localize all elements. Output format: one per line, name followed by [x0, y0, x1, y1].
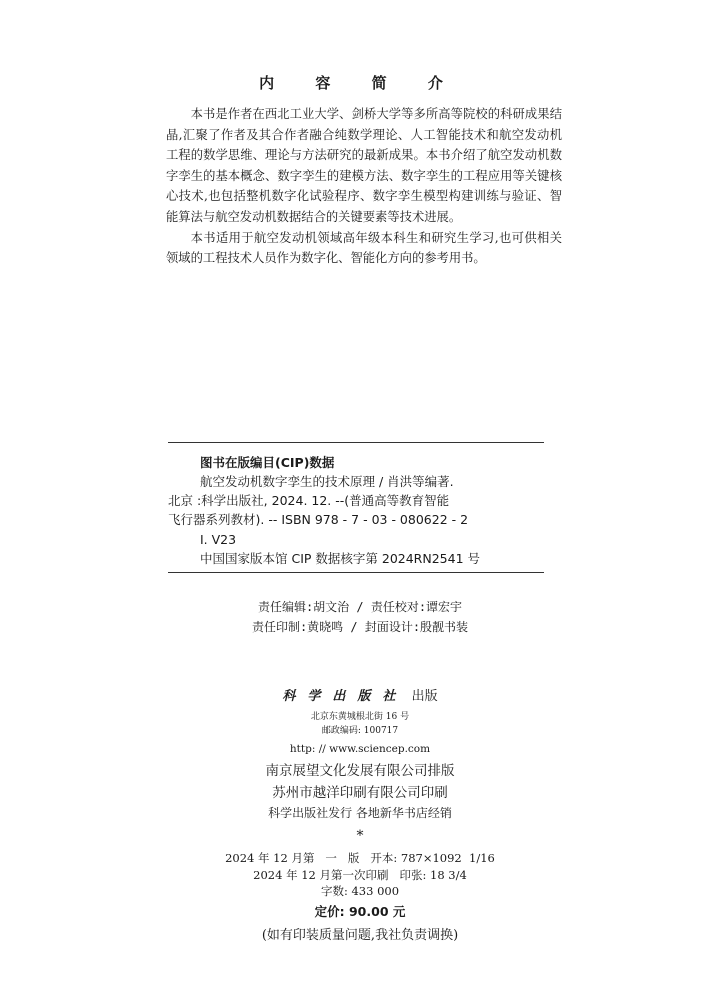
publisher-line — [0, 684, 720, 710]
cip-line-cip-number: 中国国家版本馆 CIP 数据核字第 2024RN2541 号 — [200, 550, 481, 566]
intro-title: 内 容 简 介 — [259, 74, 461, 92]
intro-paragraph-2: 本书适用于航空发动机领域高年级本科生和研究生学习,也可供相关领域的工程技术人员作为数字化、智能化方向的参考用书。 — [166, 230, 562, 266]
editor-credits-line-2: 责任印制:黄晓鸣 / 封面设计:殷靓书装 — [251, 620, 469, 634]
intro-paragraph-1: 本书是作者在西北工业大学、剑桥大学等多所高等院校的科研成果结晶,汇聚了作者及其合作者融合纯数学理论、人工智能技术和航空发动机工程的数学思维、理论与方法研究的最新成果。本书介绍了航空发动机数字孪生的基本概念、数字孪生的建模方法、数字孪生的工程应用等关键核心技术,也包括整机数字化试验程序、数字孪生模型构建训练与验证、智能算法与航空发动机数据结合的关键要素等技术进展。 — [166, 107, 562, 224]
imprint-block — [0, 684, 720, 948]
separator-star: * — [356, 828, 364, 844]
publisher-address: 北京东黄城根北街 16 号 — [310, 712, 410, 722]
distributor-line: 科学出版社发行 各地新华书店经销 — [268, 806, 452, 820]
printer-line: 苏州市越洋印刷有限公司印刷 — [272, 785, 448, 801]
publisher-postcode: 邮政编码: 100717 — [321, 726, 399, 736]
cip-data-block — [168, 442, 544, 573]
cip-body — [168, 472, 538, 568]
cip-line-publisher: 北京 :科学出版社, 2024. 12. --(普通高等教育智能 — [168, 493, 450, 509]
price: 定价: 90.00 元 — [314, 903, 406, 919]
intro-text — [166, 104, 562, 269]
cip-line-title: 航空发动机数字孪生的技术原理 / 肖洪等编著. — [200, 474, 454, 489]
quality-notice: (如有印装质量问题,我社负责调换) — [261, 927, 459, 943]
cip-heading: 图书在版编目(CIP)数据 — [200, 455, 335, 470]
cip-line-classification: Ⅰ. V23 — [200, 531, 237, 547]
editor-credits-line-1: 责任编辑:胡文治 / 责任校对:谭宏宇 — [257, 600, 463, 614]
publisher-logo: 科学出版社 — [282, 689, 408, 704]
publisher-url: http: // www.sciencep.com — [289, 743, 431, 755]
typesetter-line: 南京展望文化发展有限公司排版 — [265, 763, 455, 779]
word-count: 字数: 433 000 — [320, 884, 400, 898]
print-line: 2024 年 12 月第一次印刷 印张: 18 3/4 — [253, 867, 467, 882]
publisher-suffix: 出版 — [411, 689, 438, 704]
editor-credits — [0, 597, 720, 637]
cip-line-series-isbn: 飞行器系列教材). -- ISBN 978 - 7 - 03 - 080622 - 2 — [168, 512, 469, 528]
edition-line: 2024 年 12 月第 一 版 开本: 787×1092 1/16 — [225, 851, 495, 865]
